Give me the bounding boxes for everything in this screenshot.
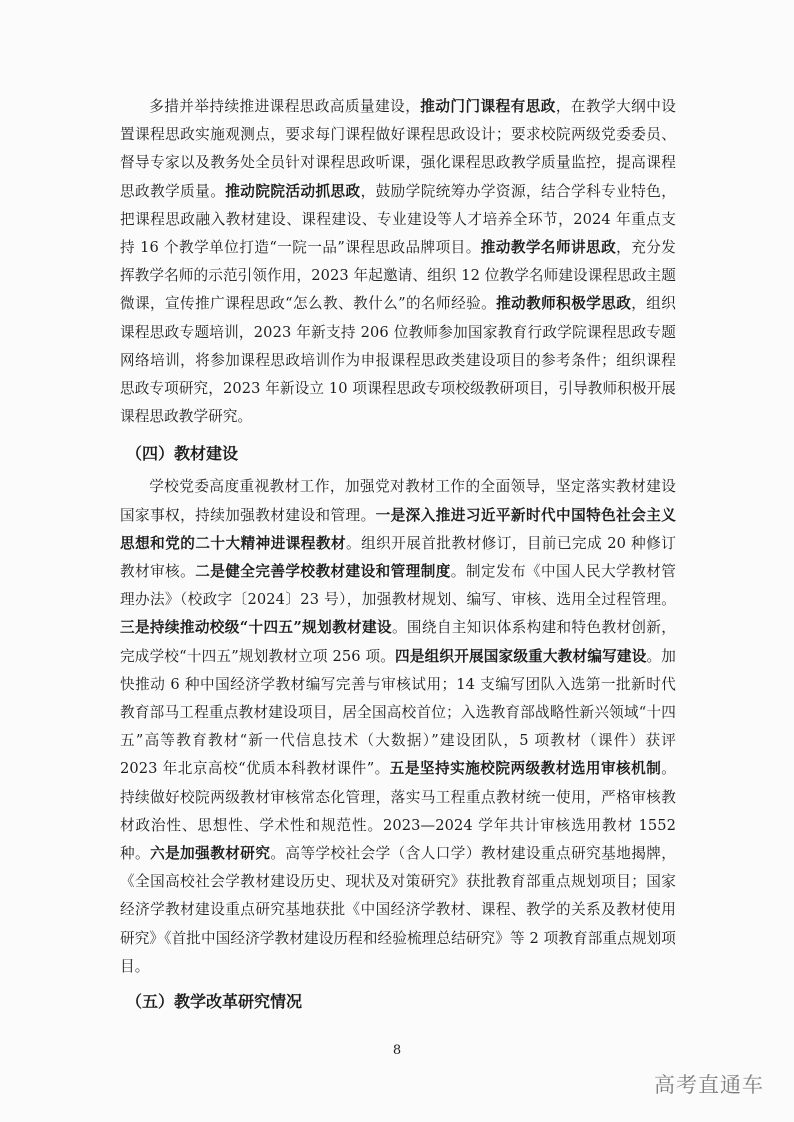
text-run: 。围绕自主知识体系构建和特色教材创新，完成学校“十四五”规划教材立项 256 项。	[120, 619, 676, 665]
bold-phrase: 推动院院活动抓思政	[225, 182, 361, 200]
page-content	[120, 93, 676, 1016]
text-run: ，组织课程思政专题培训，2023 年新支持 206 位教师参加国家教育行政学院课程思政专题网络培训，将参加课程思政培训作为申报课程思政类建设项目的参考条件；组织课程思政专项研究，2023 年新设立 10 项课程思政专项校级教研项目，引导教师积极开展课程思政教学研究。	[120, 295, 676, 426]
bold-phrase: 五是坚持实施校院两级教材选用审核机制	[389, 760, 662, 778]
section-heading-4: （四）教材建设	[126, 444, 239, 464]
bold-phrase: 四是组织开展国家级重大教材编写建设	[395, 647, 647, 665]
bold-phrase: 六是加强教材研究	[150, 845, 271, 863]
text-run: ，鼓励学院统筹办学资源，结合学科专业特色，把课程思政融入教材建设、课程建设、专业建设等人才培养全环节，2024 年重点支持 16 个教学单位打造“一院一品”课程思政品牌项目。	[120, 182, 677, 257]
bold-phrase: 一是深入推进习近平新时代中国特色社会主义思想和党的二十大精神进课程教材	[120, 506, 676, 552]
bold-phrase: 推动教师积极学思政	[496, 295, 632, 313]
page-number: 8	[392, 1043, 402, 1058]
text-run: 学校党委高度重视教材工作，加强党对教材工作的全面领导，坚定落实教材建设国家事权，持续加强教材建设和管理。	[120, 478, 676, 524]
bold-phrase: 二是健全完善学校教材建设和管理制度	[195, 563, 451, 581]
intro-paragraph	[120, 93, 676, 431]
text-run: ，充分发挥教学名师的示范引领作用，2023 年起邀请、组织 12 位教学名师建设课程思政主题微课，宣传推广课程思政“怎么教、教什么”的名师经验。	[120, 239, 676, 313]
text-run: ，在教学大纲中设置课程思政实施观测点，要求每门课程做好课程思政设计；要求校院两级党委委员、督导专家以及教务处全员针对课程思政听课，强化课程思政教学质量监控，提高课程思政教学质量。	[120, 98, 676, 200]
text-run: 。制定发布《中国人民大学教材管理办法》（校政字〔2024〕23 号），加强教材规划、编写、审核、选用全过程管理。	[120, 563, 676, 609]
watermark-text: 高考直通车	[654, 1073, 764, 1097]
bold-phrase: 推动门门课程有思政	[420, 98, 556, 115]
section-heading-5: （五）教学改革研究情况	[126, 992, 303, 1012]
text-run: 。组织开展首批教材修订，目前已完成 20 种修订教材审核。	[120, 534, 676, 581]
text-run: 多措并举持续推进课程思政高质量建设，	[149, 98, 421, 115]
bold-phrase: 推动教学名师讲思政	[480, 239, 617, 257]
text-run: 。持续做好校院两级教材审核常态化管理，落实马工程重点教材统一使用，严格审核教材政治性、思想性、学术性和规范性。2023—2024 学年共计审核选用教材 1552 种。	[120, 760, 676, 863]
text-run: 。高等学校社会学（含人口学）教材建设重点研究基地揭牌，《全国高校社会学教材建设历史、现状及对策研究》获批教育部重点规划项目；国家经济学教材建设重点研究基地获批《中国经济学教材、课程、教学的关系及教材使用研究》《首批中国经济学教材建设历程和经验梳理总结研究》等 2 项教育部重点规划项目。	[120, 845, 677, 975]
section-4-paragraph	[120, 473, 676, 981]
bold-phrase: 三是持续推动校级“十四五”规划教材建设	[120, 619, 392, 637]
text-run: 。加快推动 6 种中国经济学教材编写完善与审核试用；14 支编写团队入选第一批新时代教育部马工程重点教材建设项目，居全国高校首位；入选教育部战略性新兴领域“十四五”高等教育教材“新一代信息技术（大数据）”建设团队，5 项教材（课件）获评 2023 年北京高校“优质本科教材课件”。	[120, 647, 676, 778]
